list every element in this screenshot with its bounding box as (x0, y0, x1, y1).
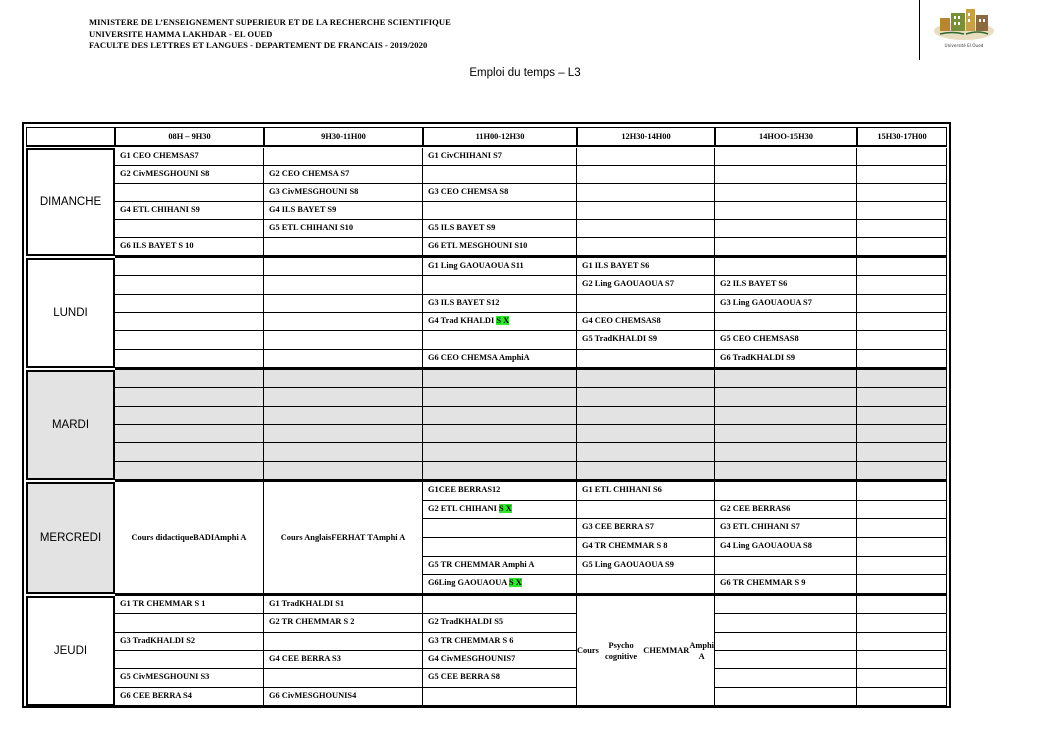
session-text: G2 TR CHEMMAR S 2 (269, 617, 355, 626)
timetable-cell (423, 148, 577, 166)
timetable-cell (264, 258, 423, 276)
timetable-cell (423, 596, 577, 614)
timetable-cell (715, 295, 857, 313)
session-text: G1 ILS BAYET S6 (582, 261, 650, 270)
timetable-cell (715, 313, 857, 331)
timetable-cell (577, 425, 715, 443)
timetable-cell (423, 501, 577, 519)
header-divider (919, 0, 920, 60)
timetable-cell (715, 258, 857, 276)
timetable-cell (264, 148, 423, 166)
session-text: G4 ETL CHIHANI S9 (120, 205, 200, 214)
timetable-cell (115, 202, 264, 220)
session-text: G4 CivMESGHOUNIS7 (428, 654, 516, 663)
timetable-cell (857, 575, 947, 594)
timetable-cell (577, 462, 715, 480)
timetable-cell (264, 184, 423, 202)
timetable-cell (423, 519, 577, 538)
timetable-cell (423, 614, 577, 633)
session-text: G4 TR CHEMMAR S 8 (582, 541, 668, 550)
course-line: Cours (577, 646, 599, 655)
timetable-cell (423, 575, 577, 594)
timetable-cell (577, 519, 715, 538)
session-text: G3 ILS BAYET S12 (428, 298, 500, 307)
timetable-cell (857, 557, 947, 575)
timetable-cell (264, 614, 423, 633)
timetable-cell (577, 443, 715, 462)
timetable-cell (857, 238, 947, 256)
timetable-cell (577, 557, 715, 575)
session-text: G1 ETL CHIHANI S6 (582, 485, 662, 494)
timetable-cell (577, 350, 715, 368)
session-text: G3 CEE BERRA S7 (582, 522, 654, 531)
ministry-line: MINISTERE DE L’ENSEIGNEMENT SUPERIEUR ET DE LA RECHERCHE SCIENTIFIQUE (89, 17, 451, 27)
timetable-cell (577, 575, 715, 594)
timetable-cell (115, 184, 264, 202)
timetable-cell (264, 238, 423, 256)
timetable (22, 122, 951, 708)
timetable-cell (115, 443, 264, 462)
timetable-cell (115, 462, 264, 480)
timetable-cell (715, 462, 857, 480)
session-text: G3 CivMESGHOUNI S8 (269, 187, 359, 196)
timetable-cell (857, 669, 947, 688)
timetable-cell (857, 596, 947, 614)
room-highlight: S X (498, 504, 512, 513)
session-text: G1 CivCHIHANI S7 (428, 151, 502, 160)
timetable-cell (857, 220, 947, 238)
course-line: Cours Anglais (280, 533, 332, 542)
session-text: G5 TR CHEMMAR Amphi A (428, 560, 535, 569)
timetable-cell (264, 669, 423, 688)
timetable-cell (577, 148, 715, 166)
timetable-cell (577, 331, 715, 350)
timetable-cell (115, 258, 264, 276)
timetable-cell (857, 148, 947, 166)
timetable-cell (115, 313, 264, 331)
day-label-mercredi: MERCREDI (26, 482, 115, 594)
course-line: Cours didactique (131, 533, 194, 542)
timetable-cell (857, 462, 947, 480)
timetable-cell (423, 350, 577, 368)
timetable-cell (423, 651, 577, 669)
timetable-cell (577, 184, 715, 202)
timetable-cell (577, 276, 715, 295)
timetable-cell (715, 276, 857, 295)
session-text: G6 ILS BAYET S 10 (120, 241, 194, 250)
timetable-cell (715, 575, 857, 594)
session-text: G3 CEO CHEMSA S8 (428, 187, 509, 196)
timetable-cell (115, 388, 264, 407)
session-text: G2 ETL CHIHANI (428, 504, 499, 513)
timetable-cell (857, 614, 947, 633)
university-line: UNIVERSITE HAMMA LAKHDAR - EL OUED (89, 28, 273, 39)
timetable-cell (264, 425, 423, 443)
session-text: G1 Ling GAOUAOUA S11 (428, 261, 524, 270)
timetable-cell (264, 331, 423, 350)
timetable-cell (423, 184, 577, 202)
timetable-cell (423, 633, 577, 651)
day-label-mardi: MARDI (26, 370, 115, 480)
session-text: G3 ETL CHIHANI S7 (720, 522, 800, 531)
timetable-cell (715, 184, 857, 202)
timetable-cell (715, 688, 857, 706)
timetable-cell (715, 614, 857, 633)
timetable-cell (577, 238, 715, 256)
day-label-dimanche: DIMANCHE (26, 148, 115, 256)
timetable-cell (423, 313, 577, 331)
session-text: G6Ling GAOUAOUA (428, 578, 509, 587)
timetable-cell (115, 370, 264, 388)
timetable-cell (715, 238, 857, 256)
timetable-cell (715, 482, 857, 501)
timetable-cell (857, 651, 947, 669)
timetable-cell (577, 258, 715, 276)
timetable-cell (115, 407, 264, 425)
session-text: G5 Ling GAOUAOUA S9 (582, 560, 674, 569)
timetable-cell (577, 501, 715, 519)
course-line: Amphi A (372, 533, 406, 542)
session-text: G2 ILS BAYET S6 (720, 279, 788, 288)
timetable-cell (857, 501, 947, 519)
room-highlight: S X (496, 316, 510, 325)
timetable-cell (857, 538, 947, 557)
day-label-jeudi: JEUDI (26, 596, 115, 706)
timetable-cell (423, 331, 577, 350)
session-text: G6 TR CHEMMAR S 9 (720, 578, 806, 587)
course-line: Amphi A (689, 640, 714, 661)
timetable-cell (857, 443, 947, 462)
timetable-cell (857, 425, 947, 443)
timetable-cell (577, 220, 715, 238)
session-text: G1 TR CHEMMAR S 1 (120, 599, 206, 608)
session-text: G2 CEE BERRAS6 (720, 504, 791, 513)
timetable-cell (115, 425, 264, 443)
timetable-cell (423, 388, 577, 407)
university-logo (932, 4, 996, 50)
timetable-cell (423, 220, 577, 238)
timetable-cell (715, 633, 857, 651)
timetable-cell (423, 202, 577, 220)
session-text: G1 TradKHALDI S1 (269, 599, 345, 608)
session-text: G2 CivMESGHOUNI S8 (120, 169, 210, 178)
timetable-cell (115, 688, 264, 706)
timetable-cell (264, 388, 423, 407)
timetable-cell (423, 166, 577, 184)
timetable-cell (577, 407, 715, 425)
course-line: CHEMMAR (643, 646, 690, 655)
timetable-cell (857, 276, 947, 295)
timetable-cell (115, 614, 264, 633)
timetable-cell (715, 519, 857, 538)
timetable-cell (264, 651, 423, 669)
session-text: G4 CEO CHEMSAS8 (582, 316, 661, 325)
timetable-cell (423, 258, 577, 276)
timetable-cell (264, 462, 423, 480)
timetable-cell (423, 688, 577, 706)
timetable-cell (715, 425, 857, 443)
timetable-cell (577, 538, 715, 557)
session-text: G5 CEO CHEMSAS8 (720, 334, 799, 343)
timetable-cell (115, 669, 264, 688)
timetable-cell (715, 651, 857, 669)
timetable-cell (264, 220, 423, 238)
timetable-cell (715, 148, 857, 166)
timetable-cell (423, 370, 577, 388)
timetable-cell (715, 331, 857, 350)
timetable-cell (715, 538, 857, 557)
column-header: 12H30-14H00 (577, 127, 715, 147)
timetable-cell (715, 501, 857, 519)
session-text: G3 Ling GAOUAOUA S7 (720, 298, 812, 307)
timetable-cell (715, 202, 857, 220)
course-line: FERHAT T (331, 533, 373, 542)
column-header: 9H30-11H00 (264, 127, 423, 147)
timetable-cell (857, 331, 947, 350)
timetable-cell (423, 295, 577, 313)
timetable-cell (715, 370, 857, 388)
timetable-cell (857, 482, 947, 501)
merged-course-cell (577, 596, 715, 706)
timetable-cell (115, 331, 264, 350)
timetable-cell (115, 596, 264, 614)
session-text: G5 CEE BERRA S8 (428, 672, 500, 681)
timetable-cell (857, 633, 947, 651)
column-header: 14HOO-15H30 (715, 127, 857, 147)
column-header: 11H00-12H30 (423, 127, 577, 147)
timetable-cell (423, 443, 577, 462)
day-label-lundi: LUNDI (26, 258, 115, 368)
timetable-cell (115, 295, 264, 313)
svg-text:Université El Oued: Université El Oued (944, 43, 984, 48)
timetable-cell (857, 370, 947, 388)
timetable-cell (423, 482, 577, 501)
timetable-cell (264, 633, 423, 651)
timetable-cell (857, 295, 947, 313)
timetable-cell (857, 688, 947, 706)
session-text: G4 Trad KHALDI (428, 316, 497, 325)
timetable-cell (264, 295, 423, 313)
session-text: G2 TradKHALDI S5 (428, 617, 504, 626)
timetable-cell (264, 443, 423, 462)
timetable-cell (577, 370, 715, 388)
timetable-cell (264, 202, 423, 220)
timetable-cell (715, 220, 857, 238)
session-text: G1CEE BERRAS12 (428, 485, 501, 494)
session-text: G5 TradKHALDI S9 (582, 334, 658, 343)
timetable-cell (577, 388, 715, 407)
timetable-cell (264, 166, 423, 184)
timetable-cell (715, 388, 857, 407)
timetable-cell (423, 276, 577, 295)
timetable-cell (115, 238, 264, 256)
timetable-cell (264, 407, 423, 425)
session-text: G4 ILS BAYET S9 (269, 205, 337, 214)
timetable-cell (423, 238, 577, 256)
timetable-cell (857, 258, 947, 276)
timetable-cell (715, 443, 857, 462)
course-line: BADI (193, 533, 215, 542)
timetable-cell (857, 184, 947, 202)
timetable-cell (577, 202, 715, 220)
timetable-cell (264, 350, 423, 368)
timetable-cell (264, 596, 423, 614)
session-text: G3 TR CHEMMAR S 6 (428, 636, 514, 645)
timetable-cell (115, 276, 264, 295)
session-text: G6 CEE BERRA S4 (120, 691, 192, 700)
timetable-cell (577, 482, 715, 501)
timetable-cell (115, 148, 264, 166)
timetable-cell (264, 313, 423, 331)
timetable-cell (264, 688, 423, 706)
timetable-cell (115, 220, 264, 238)
timetable-cell (715, 557, 857, 575)
timetable-cell (264, 370, 423, 388)
room-highlight: S X (508, 578, 522, 587)
timetable-cell (857, 202, 947, 220)
course-line: Amphi A (214, 533, 247, 542)
timetable-cell (423, 557, 577, 575)
timetable-cell (857, 166, 947, 184)
session-text: G3 TradKHALDI S2 (120, 636, 196, 645)
timetable-cell (115, 350, 264, 368)
document-title: Emploi du temps – L3 (469, 67, 581, 79)
timetable-cell (423, 669, 577, 688)
timetable-cell (577, 166, 715, 184)
timetable-cell (577, 313, 715, 331)
faculty-line: FACULTE DES LETTRES ET LANGUES - DEPARTEMENT DE FRANCAIS - 2019/2020 (89, 40, 428, 50)
session-text: G6 TradKHALDI S9 (720, 353, 796, 362)
column-header: 08H – 9H30 (115, 127, 264, 147)
session-text: G6 CivMESGHOUNIS4 (269, 691, 357, 700)
session-text: G6 ETL MESGHOUNI S10 (428, 241, 528, 250)
timetable-cell (715, 166, 857, 184)
session-text: G2 Ling GAOUAOUA S7 (582, 279, 674, 288)
session-text: G5 ETL CHIHANI S10 (269, 223, 354, 232)
session-text: G5 ILS BAYET S9 (428, 223, 496, 232)
timetable-cell (264, 276, 423, 295)
session-text: G2 CEO CHEMSA S7 (269, 169, 350, 178)
timetable-cell (715, 596, 857, 614)
timetable-cell (715, 350, 857, 368)
timetable-cell (857, 313, 947, 331)
column-header: 15H30-17H00 (857, 127, 947, 147)
course-line: Psycho cognitive (605, 640, 638, 661)
timetable-cell (577, 295, 715, 313)
merged-course-cell (264, 482, 423, 594)
timetable-cell (115, 166, 264, 184)
timetable-cell (423, 425, 577, 443)
timetable-cell (857, 407, 947, 425)
institution-header (89, 17, 451, 52)
session-text: G6 CEO CHEMSA AmphiA (428, 353, 530, 362)
timetable-cell (423, 462, 577, 480)
session-text: G4 Ling GAOUAOUA S8 (720, 541, 812, 550)
timetable-cell (115, 633, 264, 651)
merged-course-cell (115, 482, 264, 594)
session-text: G1 CEO CHEMSAS7 (120, 151, 199, 160)
timetable-cell (423, 538, 577, 557)
timetable-cell (857, 350, 947, 368)
session-text: G4 CEE BERRA S3 (269, 654, 341, 663)
timetable-cell (857, 519, 947, 538)
session-text: G5 CivMESGHOUNI S3 (120, 672, 210, 681)
timetable-cell (115, 651, 264, 669)
timetable-cell (715, 407, 857, 425)
header-corner (26, 127, 115, 147)
timetable-cell (423, 407, 577, 425)
timetable-cell (715, 669, 857, 688)
timetable-cell (857, 388, 947, 407)
